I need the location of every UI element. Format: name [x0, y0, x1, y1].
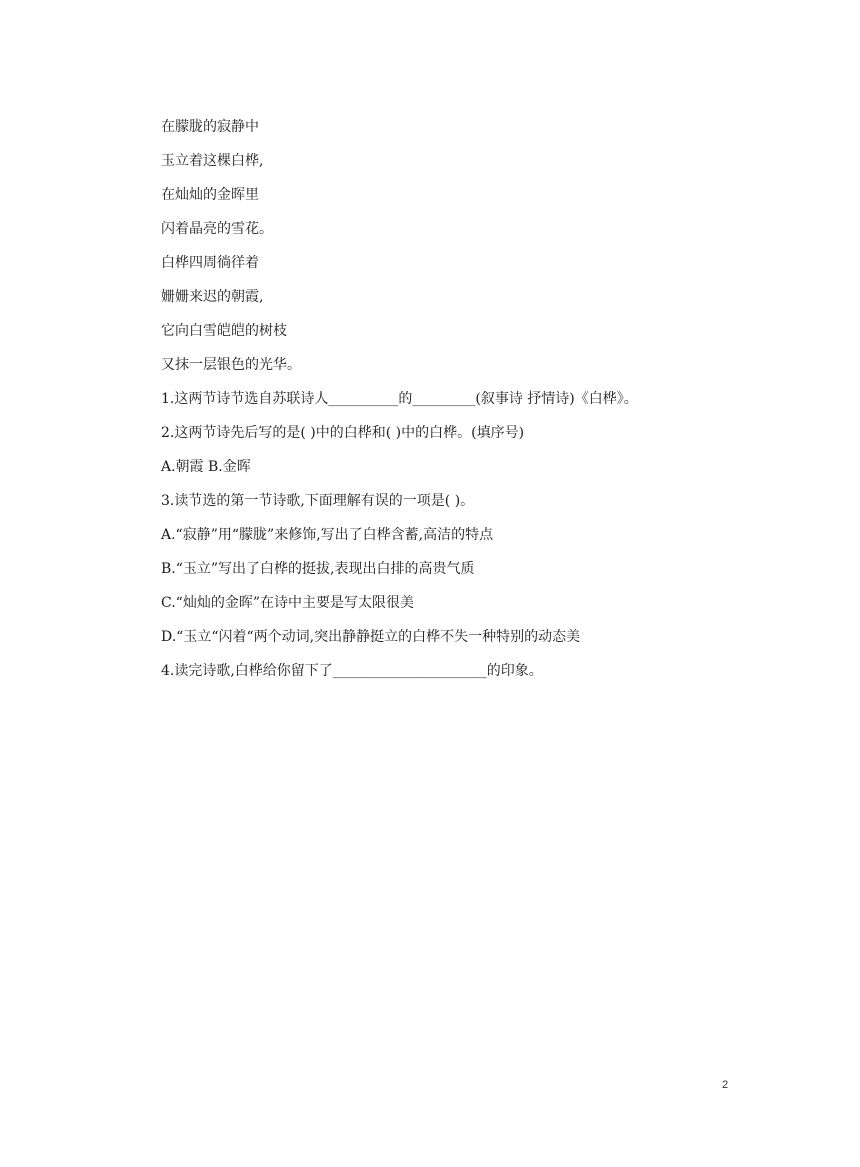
- question-2: 2.这两节诗先后写的是( )中的白桦和( )中的白桦。(填序号): [161, 425, 525, 441]
- poem: [161, 110, 721, 382]
- question-3: 3.读节选的第一节诗歌,下面理解有误的一项是( )。: [161, 493, 475, 509]
- question-3-option-b: B.“玉立”写出了白桦的挺拔,表现出白排的高贵气质: [161, 561, 475, 577]
- question-3-option-c: C.“灿灿的金晖”在诗中主要是写太限很美: [161, 595, 414, 611]
- poem-line: 玉立着这棵白桦,: [161, 153, 264, 169]
- page-content: [161, 110, 721, 688]
- question-4: 4.读完诗歌,白桦给你留下了______________________的印象。: [161, 663, 543, 679]
- question-2-options: A.朝霞 B.金晖: [161, 459, 251, 475]
- questions: [161, 382, 721, 688]
- question-3-option-a: A.“寂静”用“朦胧”来修饰,写出了白桦含蓄,高洁的特点: [161, 527, 494, 543]
- poem-line: 它向白雪皑皑的树枝: [161, 323, 287, 339]
- poem-line: 姗姗来迟的朝霞,: [161, 289, 264, 305]
- page-number: 2: [722, 1079, 729, 1091]
- poem-line: 在朦胧的寂静中: [161, 119, 259, 135]
- poem-line: 在灿灿的金晖里: [161, 187, 259, 203]
- poem-line: 白桦四周徜徉着: [161, 255, 259, 271]
- question-3-option-d: D.“玉立“闪着“两个动词,突出静静挺立的白桦不失一种特别的动态美: [161, 629, 581, 645]
- poem-line: 闪着晶亮的雪花。: [161, 221, 273, 237]
- poem-line: 又抹一层银色的光华。: [161, 357, 301, 373]
- question-1: 1.这两节诗节选自苏联诗人__________的_________(叙事诗 抒情诗)《白桦》。: [161, 391, 638, 407]
